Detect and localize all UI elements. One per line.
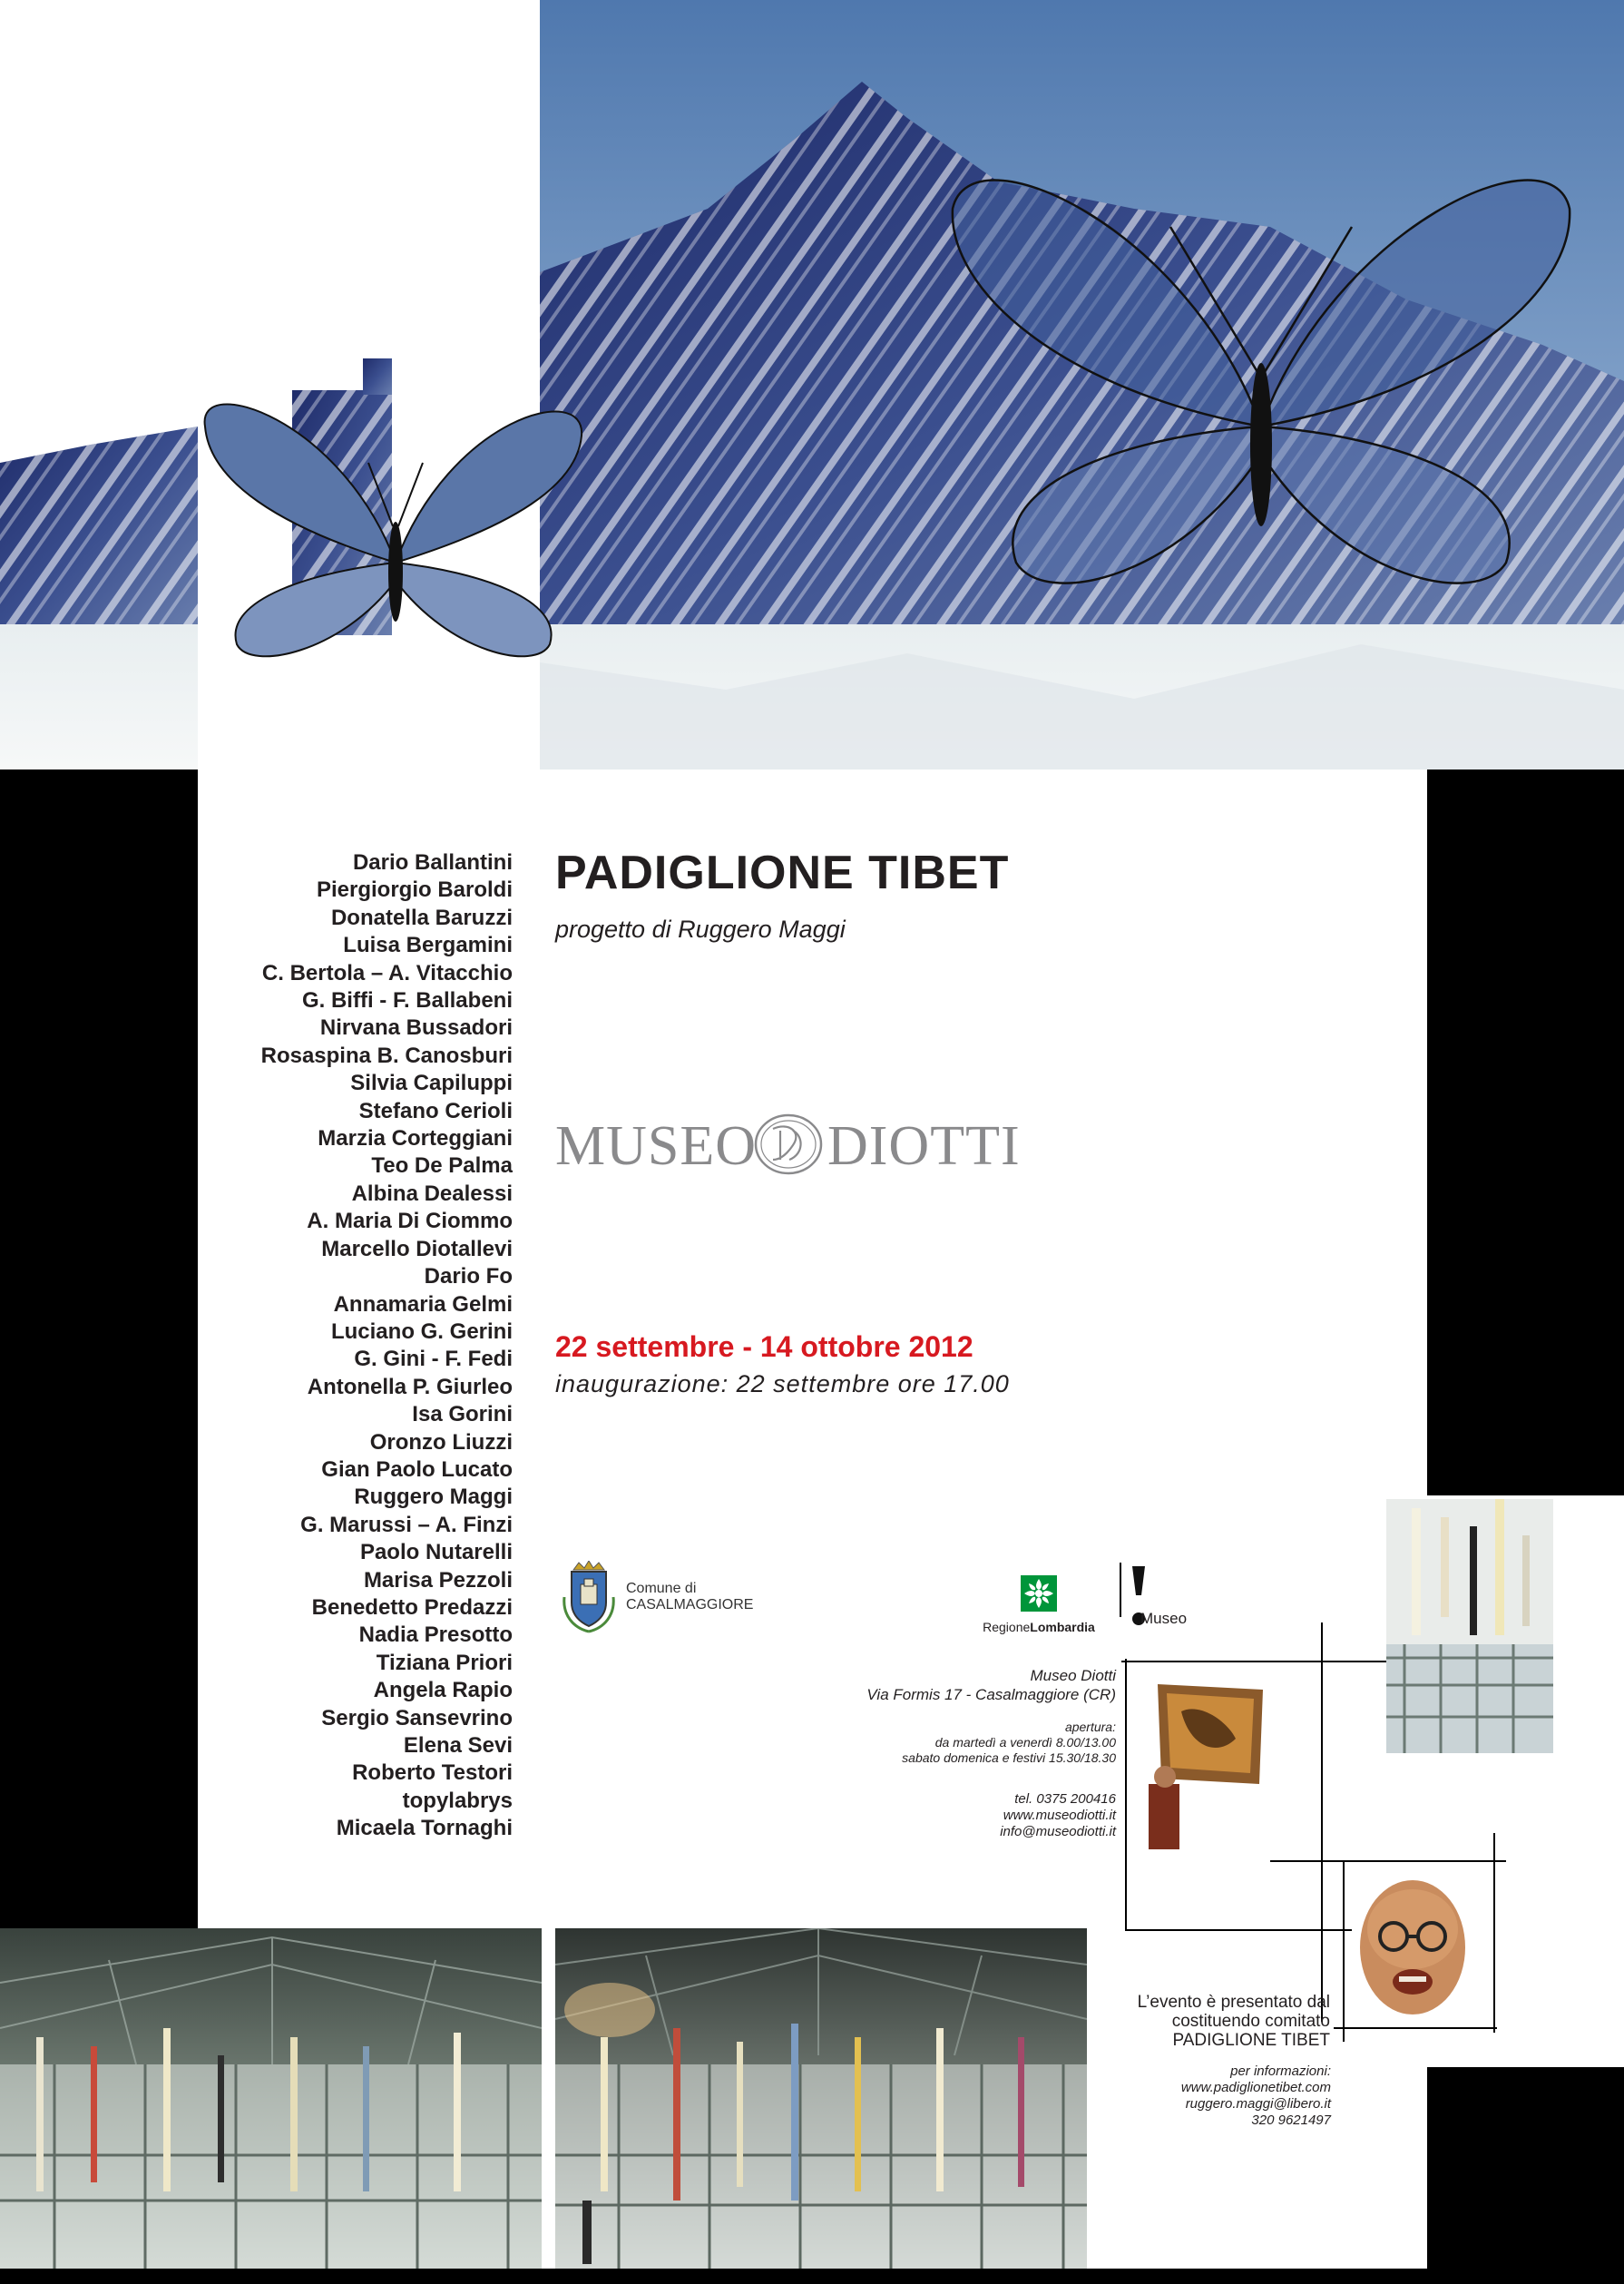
artist-name: Teo De Palma	[371, 1153, 513, 1179]
exhibition-subtitle: progetto di Ruggero Maggi	[555, 916, 846, 943]
hours-weekday: da martedì a venerdì 8.00/13.00	[934, 1735, 1116, 1750]
artist-name: Rosaspina B. Canosburi	[260, 1043, 513, 1068]
artist-name: topylabrys	[402, 1788, 513, 1813]
hours-label: apertura:	[1064, 1720, 1116, 1734]
painting-photo	[1145, 1675, 1268, 1849]
black-block-bottom	[0, 2269, 1624, 2284]
museum-website[interactable]: www.museodiotti.it	[1003, 1808, 1116, 1823]
mountain-banner	[0, 0, 1624, 770]
artist-name: Angela Rapio	[373, 1678, 513, 1703]
artist-name: Nadia Presotto	[358, 1622, 513, 1648]
logo-divider	[1120, 1563, 1121, 1617]
monogram-icon	[753, 1113, 824, 1176]
artist-name: G. Marussi – A. Finzi	[300, 1512, 513, 1537]
artist-name: Marcello Diotallevi	[321, 1236, 513, 1261]
installation-illustration	[1386, 1499, 1553, 1753]
opening-hours	[902, 1720, 1116, 1766]
hours-weekend: sabato domenica e festivi 15.30/18.30	[902, 1750, 1116, 1765]
installation-photo-right	[1386, 1499, 1553, 1753]
frame-line	[1125, 1659, 1127, 1931]
artist-name: Silvia Capiluppi	[350, 1071, 513, 1096]
artist-list	[209, 849, 513, 1843]
artist-name: A. Maria Di Ciommo	[307, 1209, 513, 1234]
comune-line: CASALMAGGIORE	[626, 1597, 754, 1613]
committee-line: costituendo comitato	[1171, 2012, 1330, 2031]
committee-line: PADIGLIONE TIBET	[1172, 2031, 1330, 2050]
small-butterfly	[205, 404, 582, 656]
hall-illustration	[555, 1928, 1087, 2269]
artist-name: G. Biffi - F. Ballabeni	[301, 988, 513, 1014]
artist-name: Elena Sevi	[403, 1733, 513, 1758]
more-info-label: per informazioni:	[1230, 2063, 1331, 2079]
artist-name: Dario Fo	[424, 1264, 513, 1289]
hall-photo-middle	[555, 1928, 1087, 2269]
frame-line	[1343, 1860, 1345, 2042]
artist-name: Marzia Corteggiani	[318, 1126, 513, 1152]
artist-name: Luciano G. Gerini	[330, 1318, 513, 1344]
more-info	[1181, 2063, 1331, 2129]
comune-line: Comune di	[626, 1581, 697, 1596]
museum-email[interactable]: info@museodiotti.it	[1000, 1824, 1116, 1839]
regione-label	[971, 1620, 1107, 1634]
artist-name: Donatella Baruzzi	[330, 905, 513, 930]
more-info-email[interactable]: ruggero.maggi@libero.it	[1185, 2096, 1331, 2112]
exhibition-title: PADIGLIONE TIBET	[555, 847, 1010, 899]
artist-name: C. Bertola – A. Vitacchio	[261, 960, 513, 985]
artist-name: Sergio Sansevrino	[321, 1705, 513, 1730]
museum-name: Museo Diotti	[1030, 1667, 1116, 1684]
museum-contacts	[1000, 1791, 1116, 1840]
museo-diotti-logo	[555, 1107, 1036, 1177]
regione-rose-icon	[1021, 1575, 1057, 1612]
frame-line	[1270, 1860, 1506, 1862]
artist-name: Piergiorgio Baroldi	[316, 877, 513, 903]
portrait-photo	[1354, 1875, 1472, 2020]
logo-word-right: DIOTTI	[827, 1115, 1021, 1177]
more-info-website[interactable]: www.padiglionetibet.com	[1180, 2080, 1331, 2095]
frame-line	[1321, 1622, 1323, 2022]
artist-name: Annamaria Gelmi	[333, 1291, 513, 1317]
artist-name: Isa Gorini	[412, 1402, 513, 1427]
frame-line	[1125, 1929, 1352, 1931]
artist-name: Luisa Bergamini	[343, 933, 513, 958]
regione-part: Lombardia	[1030, 1620, 1095, 1634]
mountain-illustration	[0, 0, 1624, 770]
artist-name: Benedetto Predazzi	[311, 1594, 513, 1620]
committee-line: L’evento è presentato dal	[1137, 1993, 1330, 2012]
artist-name: G. Gini - F. Fedi	[354, 1347, 513, 1372]
artist-name: Antonella P. Giurleo	[307, 1374, 513, 1399]
museo-mark-label: Museo	[1140, 1610, 1188, 1627]
artist-name: Stefano Cerioli	[358, 1098, 513, 1123]
painting-illustration	[1145, 1675, 1268, 1849]
artist-name: Nirvana Bussadori	[319, 1015, 513, 1041]
artist-name: Gian Paolo Lucato	[321, 1456, 513, 1482]
artist-name: Paolo Nutarelli	[359, 1540, 513, 1565]
portrait-illustration	[1354, 1875, 1472, 2020]
artist-name: Micaela Tornaghi	[336, 1816, 513, 1841]
committee-note	[1138, 1993, 1330, 2050]
artist-name: Dario Ballantini	[352, 850, 513, 875]
museum-street: Via Formis 17 - Casalmaggiore (CR)	[866, 1686, 1116, 1703]
opening-time: inaugurazione: 22 settembre ore 17.00	[555, 1370, 1010, 1397]
logo-word-left: MUSEO	[555, 1115, 758, 1177]
comune-label	[626, 1581, 753, 1613]
artist-name: Marisa Pezzoli	[363, 1567, 513, 1593]
hall-illustration	[0, 1928, 542, 2269]
black-block-right-bottom	[1427, 2067, 1624, 2284]
frame-line	[1334, 2027, 1497, 2029]
frame-line	[1493, 1833, 1495, 2033]
hall-photo-left	[0, 1928, 542, 2269]
museum-phone: tel. 0375 200416	[1014, 1791, 1116, 1807]
exhibition-dates: 22 settembre - 14 ottobre 2012	[555, 1330, 973, 1363]
artist-name: Oronzo Liuzzi	[369, 1429, 513, 1455]
regione-part: Regione	[983, 1620, 1031, 1634]
regione-lombardia-logo	[971, 1575, 1107, 1634]
comune-crest-icon	[561, 1561, 617, 1633]
museum-address	[866, 1666, 1116, 1704]
black-block-left	[0, 770, 198, 1928]
more-info-phone: 320 9621497	[1251, 2112, 1331, 2128]
artist-name: Tiziana Priori	[376, 1650, 513, 1675]
artist-name: Albina Dealessi	[351, 1181, 513, 1206]
artist-name: Roberto Testori	[352, 1760, 513, 1786]
artist-name: Ruggero Maggi	[354, 1485, 513, 1510]
black-block-right	[1427, 770, 1624, 1495]
